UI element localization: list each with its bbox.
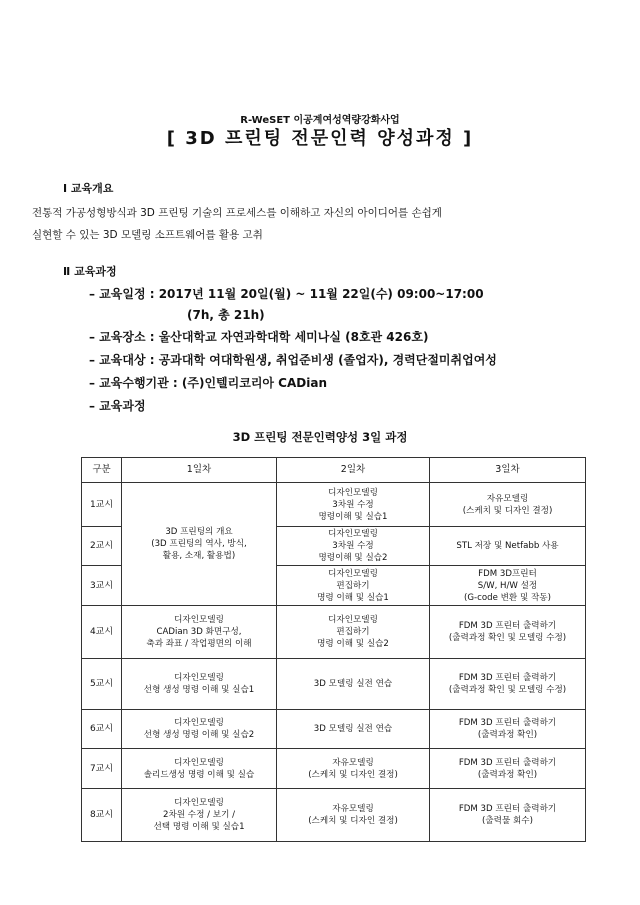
- period-cell: 4교시: [82, 606, 122, 659]
- section-1-heading: Ⅰ 교육개요: [63, 182, 114, 195]
- day3-cell: 자유모델링 (스케치 및 디자인 결정): [430, 483, 586, 527]
- day2-cell: 디자인모델링 편집하기 명령 이해 및 실습2: [277, 606, 430, 659]
- day3-cell: FDM 3D 프린터 출력하기 (출력물 회수): [430, 789, 586, 842]
- day3-cell: FDM 3D 프린터 출력하기 (출력과정 확인): [430, 749, 586, 789]
- day3-cell: FDM 3D 프린터 출력하기 (출력과정 확인): [430, 710, 586, 749]
- period-cell: 3교시: [82, 566, 122, 606]
- overview-line-1: 전통적 가공성형방식과 3D 프린팅 기술의 프로세스를 이해하고 자신의 아이디어를 손쉽게: [32, 207, 442, 219]
- header-day3: 3일차: [430, 458, 586, 483]
- day3-cell: STL 저장 및 Netfabb 사용: [430, 527, 586, 566]
- day2-cell: 자유모델링 (스케치 및 디자인 결정): [277, 789, 430, 842]
- table-row: [82, 749, 586, 789]
- location-line: – 교육장소 : 울산대학교 자연과학대학 세미나실 (8호관 426호): [89, 330, 429, 344]
- day2-cell: 3D 모델링 실전 연습: [277, 710, 430, 749]
- program-subtitle: R-WeSET 이공계여성역량강화사업: [240, 115, 400, 126]
- table-row: [82, 710, 586, 749]
- period-cell: 1교시: [82, 483, 122, 527]
- table-header-row: [82, 458, 586, 483]
- table-row: [82, 483, 586, 527]
- header-day1: 1일차: [122, 458, 277, 483]
- overview-line-2: 실현할 수 있는 3D 모델링 소프트웨어를 활용 고취: [32, 229, 263, 241]
- day1-cell: 디자인모델링 2차원 수정 / 보기 / 선택 명령 이해 및 실습1: [122, 789, 277, 842]
- table-row: [82, 606, 586, 659]
- header-day2: 2일차: [277, 458, 430, 483]
- day2-cell: 자유모델링 (스케치 및 디자인 결정): [277, 749, 430, 789]
- period-cell: 2교시: [82, 527, 122, 566]
- day1-cell: 3D 프린팅의 개요 (3D 프린팅의 역사, 방식, 활용, 소재, 활용법): [122, 483, 277, 606]
- overview-paragraph: [32, 202, 612, 246]
- day3-cell: FDM 3D 프린터 출력하기 (출력과정 확인 및 모델링 수정): [430, 606, 586, 659]
- day1-cell: 디자인모델링 선형 생성 명령 이해 및 실습2: [122, 710, 277, 749]
- day1-cell: 디자인모델링 솔리드생성 명령 이해 및 실습: [122, 749, 277, 789]
- day1-cell: 디자인모델링 선형 생성 명령 이해 및 실습1: [122, 659, 277, 710]
- period-cell: 8교시: [82, 789, 122, 842]
- table-row: [82, 659, 586, 710]
- target-line: – 교육대상 : 공과대학 여대학원생, 취업준비생 (졸업자), 경력단절미취업여성: [89, 353, 497, 367]
- day1-cell: 디자인모델링 CADian 3D 화면구성, 축과 좌표 / 작업평면의 이해: [122, 606, 277, 659]
- schedule-table: [81, 457, 586, 842]
- period-cell: 6교시: [82, 710, 122, 749]
- header-period: 구분: [82, 458, 122, 483]
- day3-cell: FDM 3D프린터 S/W, H/W 설정 (G-code 변환 및 작동): [430, 566, 586, 606]
- day2-cell: 3D 모델링 실전 연습: [277, 659, 430, 710]
- day2-cell: 디자인모델링 3차원 수정 명령이해 및 실습1: [277, 483, 430, 527]
- period-cell: 5교시: [82, 659, 122, 710]
- schedule-table-title: 3D 프린팅 전문인력양성 3일 과정: [232, 430, 408, 444]
- day3-cell: FDM 3D 프린터 출력하기 (출력과정 확인 및 모델링 수정): [430, 659, 586, 710]
- schedule-line: – 교육일정 : 2017년 11월 20일(월) ~ 11월 22일(수) 09:00~17:00: [89, 287, 484, 301]
- schedule-hours: (7h, 총 21h): [187, 308, 265, 322]
- document-title: [ 3D 프린팅 전문인력 양성과정 ]: [166, 128, 474, 149]
- period-cell: 7교시: [82, 749, 122, 789]
- day2-cell: 디자인모델링 편집하기 명령 이해 및 실습1: [277, 566, 430, 606]
- section-2-heading: Ⅱ 교육과정: [63, 265, 117, 278]
- course-line: – 교육과정: [89, 399, 146, 413]
- day2-cell: 디자인모델링 3차원 수정 명령이해 및 실습2: [277, 527, 430, 566]
- table-row: [82, 789, 586, 842]
- agency-line: – 교육수행기관 : (주)인텔리코리아 CADian: [89, 376, 327, 390]
